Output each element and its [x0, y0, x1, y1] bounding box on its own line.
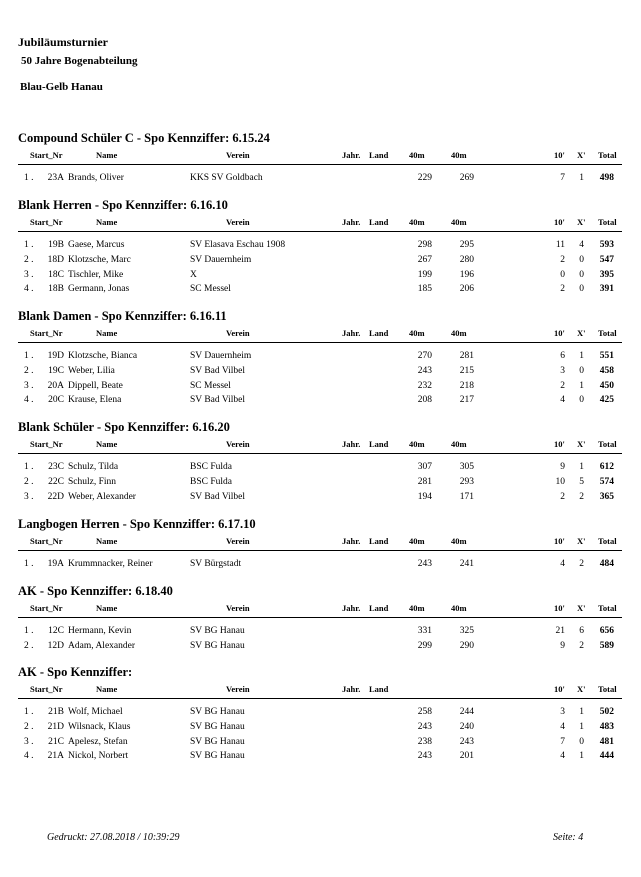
col-verein: Verein	[226, 217, 250, 227]
start-nr-cell: 23A	[47, 173, 64, 183]
start-nr-cell: 18B	[48, 284, 64, 295]
x-cell: 4	[579, 240, 584, 250]
distance-2-cell: 281	[459, 351, 474, 361]
column-header-row	[18, 439, 622, 454]
total-cell: 547	[599, 254, 614, 265]
verein-cell: SV Bad Vilbel	[190, 491, 246, 502]
rank-cell: 1 .	[24, 240, 34, 250]
col-land: Land	[369, 603, 389, 613]
distance-1-cell: 243	[417, 751, 432, 762]
verein-cell: SV BG Hanau	[190, 640, 245, 651]
col-name: Name	[96, 328, 118, 338]
start-nr-cell: 22C	[48, 476, 64, 487]
verein-cell: SC Messel	[190, 284, 231, 295]
start-nr-cell: 21B	[48, 707, 64, 717]
distance-1-cell: 238	[417, 736, 432, 747]
rank-cell: 2 .	[24, 365, 34, 376]
distance-2-cell: 269	[459, 173, 474, 183]
distance-1-cell: 299	[417, 640, 432, 651]
distance-1-cell: 229	[417, 173, 432, 183]
distance-2-cell: 201	[459, 751, 474, 762]
rank-cell: 4 .	[24, 284, 34, 295]
verein-cell: SV Bad Vilbel	[190, 365, 246, 376]
rank-cell: 3 .	[24, 736, 34, 747]
col-jahr: Jahr.	[342, 328, 361, 338]
distance-2-cell: 244	[459, 707, 474, 717]
distance-2-cell: 243	[459, 736, 474, 747]
col-tens: 10'	[554, 150, 565, 160]
distance-2-cell: 241	[459, 559, 474, 569]
result-section	[18, 664, 622, 765]
col-land: Land	[369, 439, 389, 449]
col-total: Total	[598, 603, 617, 613]
tens-cell: 3	[560, 707, 565, 717]
result-section	[18, 308, 622, 409]
table-row	[18, 750, 622, 765]
section-title: Langbogen Herren - Spo Kennziffer: 6.17.10	[18, 517, 256, 531]
col-total: Total	[598, 439, 617, 449]
x-cell: 1	[579, 707, 584, 717]
col-x: X'	[577, 217, 586, 227]
col-tens: 10'	[554, 217, 565, 227]
total-cell: 481	[599, 736, 614, 747]
doc-subtitle: 50 Jahre Bogenabteilung	[21, 55, 138, 67]
column-header-row	[18, 536, 622, 551]
distance-2-cell: 218	[459, 380, 474, 391]
distance-1-cell: 267	[417, 254, 432, 265]
tens-cell: 2	[560, 491, 565, 502]
x-cell: 0	[579, 736, 584, 747]
col-jahr: Jahr.	[342, 536, 361, 546]
x-cell: 5	[579, 476, 584, 487]
x-cell: 1	[579, 173, 584, 183]
table-row	[18, 365, 622, 380]
col-x: X'	[577, 603, 586, 613]
column-header-row	[18, 684, 622, 699]
rank-cell: 1 .	[24, 626, 34, 636]
result-section	[18, 516, 622, 573]
rank-cell: 1 .	[24, 559, 34, 569]
table-row	[18, 350, 622, 365]
tens-cell: 11	[555, 240, 565, 250]
verein-cell: SV Elasava Eschau 1908	[190, 240, 286, 250]
start-nr-cell: 12D	[47, 640, 64, 651]
total-cell: 574	[599, 476, 614, 487]
verein-cell: SV BG Hanau	[190, 736, 245, 747]
name-cell: Krause, Elena	[68, 395, 122, 406]
tens-cell: 3	[560, 365, 565, 376]
name-cell: Schulz, Tilda	[68, 462, 119, 472]
col-tens: 10'	[554, 603, 565, 613]
col-jahr: Jahr.	[342, 439, 361, 449]
table-row	[18, 476, 622, 491]
tens-cell: 7	[560, 736, 565, 747]
distance-2-cell: 305	[459, 462, 474, 472]
total-cell: 444	[599, 751, 614, 762]
total-cell: 484	[599, 559, 614, 569]
tens-cell: 10	[555, 476, 565, 487]
col-jahr: Jahr.	[342, 150, 361, 160]
total-cell: 593	[599, 240, 614, 250]
distance-1-cell: 307	[417, 462, 432, 472]
col-x: X'	[577, 328, 586, 338]
tens-cell: 2	[560, 254, 565, 265]
distance-2-cell: 196	[459, 269, 474, 280]
table-row	[18, 394, 622, 409]
total-cell: 365	[599, 491, 614, 502]
section-title: Blank Damen - Spo Kennziffer: 6.16.11	[18, 309, 227, 323]
col-land: Land	[369, 328, 389, 338]
column-header-row	[18, 603, 622, 618]
start-nr-cell: 20C	[48, 395, 64, 406]
col-name: Name	[96, 684, 118, 694]
start-nr-cell: 23C	[48, 462, 64, 472]
col-total: Total	[598, 217, 617, 227]
rank-cell: 2 .	[24, 254, 34, 265]
table-row	[18, 380, 622, 395]
name-cell: Dippell, Beate	[68, 380, 123, 391]
x-cell: 0	[579, 284, 584, 295]
total-cell: 498	[599, 173, 614, 183]
col-verein: Verein	[226, 603, 250, 613]
table-row	[18, 721, 622, 736]
distance-2-cell: 217	[459, 395, 474, 406]
column-header-row	[18, 328, 622, 343]
name-cell: Schulz, Finn	[68, 476, 117, 487]
name-cell: Hermann, Kevin	[68, 626, 132, 636]
col-x: X'	[577, 684, 586, 694]
distance-1-cell: 281	[417, 476, 432, 487]
result-section	[18, 197, 622, 298]
table-row	[18, 736, 622, 751]
verein-cell: SC Messel	[190, 380, 231, 391]
col-distance-1: 40m	[409, 536, 425, 546]
verein-cell: SV Bürgstadt	[190, 559, 242, 569]
name-cell: Brands, Oliver	[68, 173, 124, 183]
rank-cell: 4 .	[24, 395, 34, 406]
section-title: Blank Herren - Spo Kennziffer: 6.16.10	[18, 198, 228, 212]
table-row	[18, 283, 622, 298]
col-distance-2: 40m	[451, 439, 467, 449]
distance-2-cell: 325	[459, 626, 474, 636]
verein-cell: SV BG Hanau	[190, 751, 245, 762]
rank-cell: 1 .	[24, 707, 34, 717]
distance-1-cell: 194	[417, 491, 432, 502]
table-row	[18, 239, 622, 254]
col-start-nr: Start_Nr	[30, 684, 63, 694]
name-cell: Krummnacker, Reiner	[68, 559, 153, 569]
start-nr-cell: 20A	[47, 380, 64, 391]
col-verein: Verein	[226, 536, 250, 546]
rank-cell: 2 .	[24, 721, 34, 732]
col-jahr: Jahr.	[342, 217, 361, 227]
tens-cell: 9	[560, 640, 565, 651]
col-x: X'	[577, 150, 586, 160]
name-cell: Adam, Alexander	[68, 640, 136, 651]
col-start-nr: Start_Nr	[30, 603, 63, 613]
column-header-row	[18, 150, 622, 165]
tens-cell: 2	[560, 284, 565, 295]
printed-timestamp: Gedruckt: 27.08.2018 / 10:39:29	[47, 832, 180, 843]
tens-cell: 0	[560, 269, 565, 280]
distance-1-cell: 199	[417, 269, 432, 280]
tens-cell: 6	[560, 351, 565, 361]
x-cell: 1	[579, 380, 584, 391]
distance-2-cell: 290	[459, 640, 474, 651]
col-start-nr: Start_Nr	[30, 217, 63, 227]
start-nr-cell: 21C	[48, 736, 64, 747]
start-nr-cell: 19A	[47, 559, 64, 569]
name-cell: Weber, Lilia	[68, 365, 115, 376]
name-cell: Germann, Jonas	[68, 284, 130, 295]
distance-1-cell: 208	[417, 395, 432, 406]
name-cell: Apelesz, Stefan	[68, 736, 128, 747]
distance-2-cell: 240	[459, 721, 474, 732]
section-title: AK - Spo Kennziffer:	[18, 665, 133, 679]
distance-1-cell: 243	[417, 721, 432, 732]
start-nr-cell: 18D	[47, 254, 64, 265]
tens-cell: 9	[560, 462, 565, 472]
col-distance-2: 40m	[451, 603, 467, 613]
section-title: Blank Schüler - Spo Kennziffer: 6.16.20	[18, 420, 230, 434]
distance-1-cell: 331	[417, 626, 432, 636]
column-header-row	[18, 217, 622, 232]
table-row	[18, 461, 622, 476]
name-cell: Wolf, Michael	[68, 707, 123, 717]
name-cell: Tischler, Mike	[68, 269, 124, 280]
col-name: Name	[96, 536, 118, 546]
total-cell: 483	[599, 721, 614, 732]
rank-cell: 1 .	[24, 351, 34, 361]
page-number: Seite: 4	[553, 832, 584, 843]
x-cell: 6	[579, 626, 584, 636]
x-cell: 1	[579, 751, 584, 762]
col-x: X'	[577, 536, 586, 546]
col-distance-2: 40m	[451, 217, 467, 227]
distance-2-cell: 280	[459, 254, 474, 265]
section-title: AK - Spo Kennziffer: 6.18.40	[18, 584, 173, 598]
rank-cell: 1 .	[24, 173, 34, 183]
rank-cell: 3 .	[24, 491, 34, 502]
x-cell: 1	[579, 351, 584, 361]
x-cell: 0	[579, 269, 584, 280]
col-total: Total	[598, 684, 617, 694]
start-nr-cell: 22D	[47, 491, 64, 502]
col-start-nr: Start_Nr	[30, 150, 63, 160]
x-cell: 0	[579, 395, 584, 406]
verein-cell: KKS SV Goldbach	[190, 173, 263, 183]
x-cell: 2	[579, 640, 584, 651]
start-nr-cell: 21D	[47, 721, 64, 732]
col-distance-1: 40m	[409, 603, 425, 613]
tens-cell: 7	[560, 173, 565, 183]
start-nr-cell: 19B	[48, 240, 64, 250]
distance-2-cell: 215	[459, 365, 474, 376]
total-cell: 589	[599, 640, 614, 651]
verein-cell: BSC Fulda	[190, 462, 232, 472]
result-section	[18, 583, 622, 655]
distance-1-cell: 243	[417, 365, 432, 376]
name-cell: Gaese, Marcus	[68, 240, 125, 250]
col-name: Name	[96, 150, 118, 160]
total-cell: 450	[599, 380, 614, 391]
rank-cell: 3 .	[24, 269, 34, 280]
x-cell: 1	[579, 721, 584, 732]
col-verein: Verein	[226, 684, 250, 694]
rank-cell: 2 .	[24, 640, 34, 651]
col-jahr: Jahr.	[342, 684, 361, 694]
verein-cell: SV Dauernheim	[190, 254, 252, 265]
total-cell: 425	[599, 395, 614, 406]
name-cell: Klotzsche, Bianca	[68, 351, 138, 361]
col-tens: 10'	[554, 439, 565, 449]
distance-1-cell: 185	[417, 284, 432, 295]
col-verein: Verein	[226, 150, 250, 160]
name-cell: Weber, Alexander	[68, 491, 136, 502]
result-section	[18, 419, 622, 505]
distance-2-cell: 293	[459, 476, 474, 487]
x-cell: 2	[579, 491, 584, 502]
table-row	[18, 254, 622, 269]
col-tens: 10'	[554, 684, 565, 694]
table-row	[18, 269, 622, 284]
distance-1-cell: 298	[417, 240, 432, 250]
total-cell: 656	[599, 626, 614, 636]
start-nr-cell: 12C	[48, 626, 64, 636]
distance-1-cell: 258	[417, 707, 432, 717]
tens-cell: 4	[560, 559, 565, 569]
total-cell: 551	[599, 351, 614, 361]
col-land: Land	[369, 217, 389, 227]
table-row	[18, 558, 622, 573]
x-cell: 2	[579, 559, 584, 569]
verein-cell: SV BG Hanau	[190, 626, 245, 636]
start-nr-cell: 18C	[48, 269, 64, 280]
section-title: Compound Schüler C - Spo Kennziffer: 6.15.24	[18, 131, 270, 145]
col-distance-1: 40m	[409, 439, 425, 449]
x-cell: 0	[579, 365, 584, 376]
start-nr-cell: 19C	[48, 365, 64, 376]
tens-cell: 4	[560, 751, 565, 762]
col-tens: 10'	[554, 328, 565, 338]
col-start-nr: Start_Nr	[30, 328, 63, 338]
col-name: Name	[96, 217, 118, 227]
col-start-nr: Start_Nr	[30, 439, 63, 449]
name-cell: Klotzsche, Marc	[68, 254, 131, 265]
verein-cell: X	[190, 269, 197, 280]
distance-1-cell: 270	[417, 351, 432, 361]
verein-cell: SV Bad Vilbel	[190, 395, 246, 406]
col-distance-2: 40m	[451, 536, 467, 546]
tens-cell: 2	[560, 380, 565, 391]
tens-cell: 4	[560, 395, 565, 406]
col-tens: 10'	[554, 536, 565, 546]
name-cell: Wilsnack, Klaus	[68, 721, 131, 732]
col-verein: Verein	[226, 439, 250, 449]
start-nr-cell: 21A	[47, 751, 64, 762]
rank-cell: 2 .	[24, 476, 34, 487]
verein-cell: SV BG Hanau	[190, 721, 245, 732]
col-verein: Verein	[226, 328, 250, 338]
doc-club: Blau-Gelb Hanau	[20, 81, 103, 93]
col-total: Total	[598, 150, 617, 160]
col-total: Total	[598, 536, 617, 546]
col-name: Name	[96, 439, 118, 449]
distance-2-cell: 206	[459, 284, 474, 295]
col-land: Land	[369, 536, 389, 546]
col-distance-2: 40m	[451, 328, 467, 338]
table-row	[18, 625, 622, 640]
col-distance-2: 40m	[451, 150, 467, 160]
col-distance-1: 40m	[409, 217, 425, 227]
table-row	[18, 172, 622, 187]
col-land: Land	[369, 150, 389, 160]
table-row	[18, 706, 622, 721]
total-cell: 502	[599, 707, 614, 717]
distance-2-cell: 171	[459, 491, 474, 502]
rank-cell: 3 .	[24, 380, 34, 391]
col-total: Total	[598, 328, 617, 338]
distance-1-cell: 243	[417, 559, 432, 569]
tens-cell: 4	[560, 721, 565, 732]
total-cell: 391	[599, 284, 614, 295]
verein-cell: BSC Fulda	[190, 476, 232, 487]
col-x: X'	[577, 439, 586, 449]
total-cell: 395	[599, 269, 614, 280]
col-start-nr: Start_Nr	[30, 536, 63, 546]
total-cell: 458	[599, 365, 614, 376]
col-name: Name	[96, 603, 118, 613]
verein-cell: SV BG Hanau	[190, 707, 245, 717]
tens-cell: 21	[555, 626, 565, 636]
x-cell: 0	[579, 254, 584, 265]
result-section	[18, 130, 622, 187]
distance-2-cell: 295	[459, 240, 474, 250]
rank-cell: 1 .	[24, 462, 34, 472]
name-cell: Nickol, Norbert	[68, 751, 129, 762]
table-row	[18, 640, 622, 655]
x-cell: 1	[579, 462, 584, 472]
col-land: Land	[369, 684, 389, 694]
distance-1-cell: 232	[417, 380, 432, 391]
total-cell: 612	[599, 462, 614, 472]
start-nr-cell: 19D	[47, 351, 64, 361]
col-distance-1: 40m	[409, 328, 425, 338]
doc-title: Jubiläumsturnier	[18, 35, 109, 49]
table-row	[18, 491, 622, 506]
col-jahr: Jahr.	[342, 603, 361, 613]
col-distance-1: 40m	[409, 150, 425, 160]
verein-cell: SV Dauernheim	[190, 351, 252, 361]
rank-cell: 4 .	[24, 751, 34, 762]
